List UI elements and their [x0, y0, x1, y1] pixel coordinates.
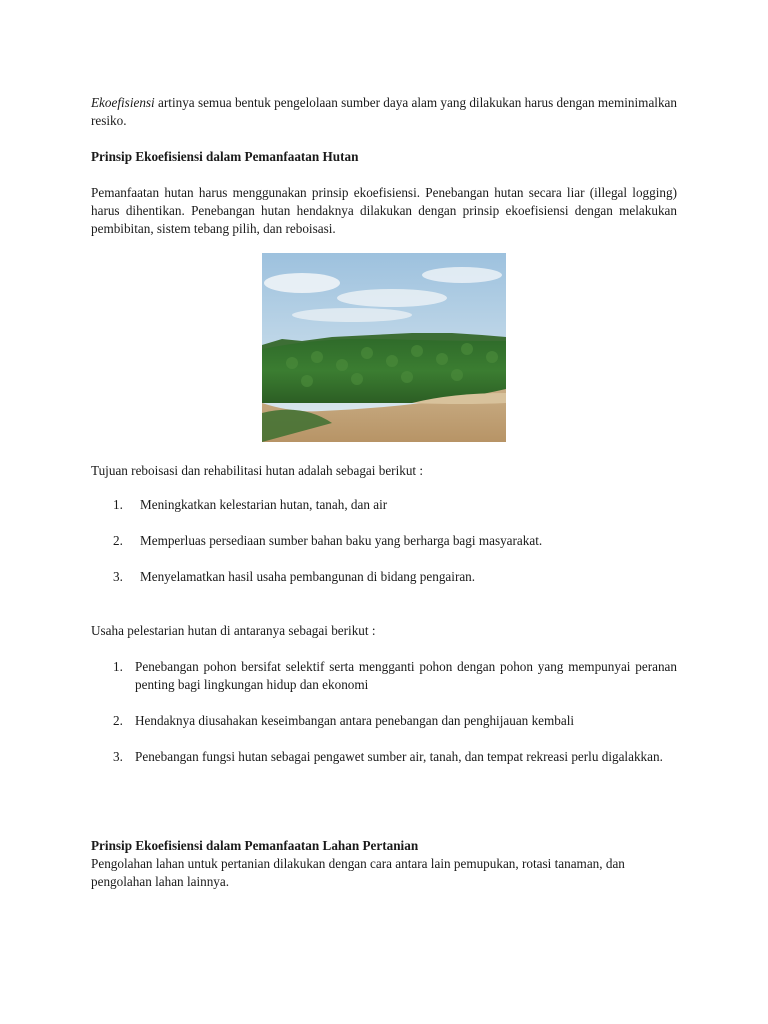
forest-plantation-photo	[262, 253, 506, 442]
intro-paragraph	[91, 94, 677, 130]
section1-heading: Prinsip Ekoefisiensi dalam Pemanfaatan Hutan	[91, 149, 359, 164]
section2-paragraph: Pengolahan lahan untuk pertanian dilakukan dengan cara antara lain pemupukan, rotasi tanaman, dan pengolahan lahan lainnya.	[91, 856, 625, 889]
reboisasi-intro: Tujuan reboisasi dan rehabilitasi hutan adalah sebagai berikut :	[91, 463, 424, 478]
list-item-text: Penebangan fungsi hutan sebagai pengawet sumber air, tanah, dan tempat rekreasi perlu digalakkan.	[135, 749, 663, 764]
list-item-text: Menyelamatkan hasil usaha pembangunan di bidang pengairan.	[140, 569, 476, 584]
list-item-number: 3.	[113, 569, 123, 584]
list-item-number: 3.	[113, 749, 123, 764]
intro-text: artinya semua bentuk pengelolaan sumber daya alam yang dilakukan harus dengan meminimalkan resiko.	[91, 95, 677, 128]
list-item-text: Meningkatkan kelestarian hutan, tanah, dan air	[140, 497, 388, 512]
intro-term: Ekoefisiensi	[91, 95, 155, 110]
list-item-number: 1.	[113, 497, 123, 512]
pelestarian-intro: Usaha pelestarian hutan di antaranya sebagai berikut :	[91, 623, 376, 638]
list-item-number: 2.	[113, 533, 123, 548]
list-item-number: 1.	[113, 659, 123, 674]
section2-heading: Prinsip Ekoefisiensi dalam Pemanfaatan Lahan Pertanian	[91, 838, 419, 853]
list-item-number: 2.	[113, 713, 123, 728]
list-item-text: Hendaknya diusahakan keseimbangan antara penebangan dan penghijauan kembali	[135, 713, 575, 728]
list-item-text: Memperluas persediaan sumber bahan baku yang berharga bagi masyarakat.	[140, 533, 543, 548]
section1-paragraph: Pemanfaatan hutan harus menggunakan prinsip ekoefisiensi. Penebangan hutan secara liar (illegal logging) harus dihentikan. Penebangan hutan hendaknya dilakukan dengan prinsip ekoefisiensi dengan melakukan pembibitan, sistem tebang pilih, dan reboisasi.	[91, 185, 677, 236]
list-item-text: Penebangan pohon bersifat selektif serta mengganti pohon dengan pohon yang mempunyai peranan penting bagi lingkungan hidup dan ekonomi	[135, 659, 677, 692]
